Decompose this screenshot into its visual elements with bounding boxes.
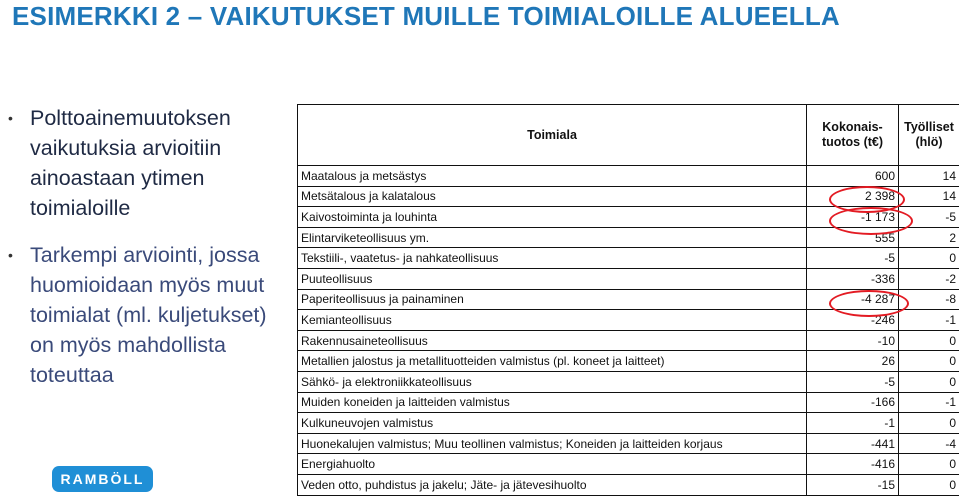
bullet-dot-icon: •	[8, 247, 13, 263]
cell-output: -4 287	[807, 289, 899, 310]
cell-employment: 0	[899, 248, 959, 269]
impact-table	[297, 104, 959, 496]
cell-industry: Metallien jalostus ja metallituotteiden valmistus (pl. koneet ja laitteet)	[298, 351, 807, 372]
bullet-text: Polttoainemuutoksen vaikutuksia arvioitiin ainoastaan ytimen toimialoille	[30, 106, 231, 220]
table-row	[298, 310, 959, 331]
cell-industry: Kulkuneuvojen valmistus	[298, 413, 807, 434]
cell-output: 2 398	[807, 186, 899, 207]
cell-employment: -1	[899, 392, 959, 413]
cell-industry: Kemianteollisuus	[298, 310, 807, 331]
table-row	[298, 227, 959, 248]
cell-output: -1 173	[807, 207, 899, 228]
table-row	[298, 433, 959, 454]
cell-employment: 2	[899, 227, 959, 248]
table-row	[298, 289, 959, 310]
table-row	[298, 207, 959, 228]
table-row	[298, 248, 959, 269]
ramboll-logo: RAMBÖLL	[52, 466, 153, 492]
header-output: Kokonais-tuotos (t€)	[807, 105, 899, 166]
cell-employment: 14	[899, 186, 959, 207]
table-row	[298, 166, 959, 187]
cell-output: -246	[807, 310, 899, 331]
table-row	[298, 392, 959, 413]
cell-employment: 0	[899, 454, 959, 475]
cell-industry: Metsätalous ja kalatalous	[298, 186, 807, 207]
cell-employment: 0	[899, 371, 959, 392]
cell-output: 26	[807, 351, 899, 372]
cell-industry: Muiden koneiden ja laitteiden valmistus	[298, 392, 807, 413]
cell-output: 555	[807, 227, 899, 248]
table-row	[298, 330, 959, 351]
cell-output: -1	[807, 413, 899, 434]
table-row	[298, 351, 959, 372]
cell-output: 600	[807, 166, 899, 187]
table-row	[298, 454, 959, 475]
table-row	[298, 186, 959, 207]
slide-title: ESIMERKKI 2 – VAIKUTUKSET MUILLE TOIMIALOILLE ALUEELLA	[12, 1, 840, 31]
cell-employment: -4	[899, 433, 959, 454]
cell-industry: Maatalous ja metsästys	[298, 166, 807, 187]
cell-employment: 0	[899, 330, 959, 351]
bullet-text: Tarkempi arviointi, jossa huomioidaan myös muut toimialat (ml. kuljetukset) on myös mahdollista toteuttaa	[30, 243, 267, 387]
cell-output: -416	[807, 454, 899, 475]
cell-industry: Veden otto, puhdistus ja jakelu; Jäte- ja jätevesihuolto	[298, 474, 807, 495]
table-row	[298, 413, 959, 434]
cell-employment: -1	[899, 310, 959, 331]
cell-industry: Huonekalujen valmistus; Muu teollinen valmistus; Koneiden ja laitteiden korjaus	[298, 433, 807, 454]
bullet-item	[8, 103, 270, 223]
cell-employment: 14	[899, 166, 959, 187]
cell-output: -10	[807, 330, 899, 351]
cell-industry: Sähkö- ja elektroniikkateollisuus	[298, 371, 807, 392]
table-row	[298, 474, 959, 495]
bullet-dot-icon: •	[8, 110, 13, 126]
table-header-row	[298, 105, 959, 166]
cell-employment: -5	[899, 207, 959, 228]
header-employment: Työlliset (hlö)	[899, 105, 959, 166]
bullet-item	[8, 240, 270, 390]
cell-industry: Elintarviketeollisuus ym.	[298, 227, 807, 248]
cell-employment: -8	[899, 289, 959, 310]
bullet-list	[8, 103, 270, 407]
cell-employment: 0	[899, 474, 959, 495]
table-row	[298, 371, 959, 392]
cell-employment: -2	[899, 268, 959, 289]
cell-industry: Tekstiili-, vaatetus- ja nahkateollisuus	[298, 248, 807, 269]
cell-industry: Puuteollisuus	[298, 268, 807, 289]
cell-industry: Kaivostoiminta ja louhinta	[298, 207, 807, 228]
cell-output: -441	[807, 433, 899, 454]
cell-output: -5	[807, 371, 899, 392]
cell-industry: Energiahuolto	[298, 454, 807, 475]
cell-industry: Paperiteollisuus ja painaminen	[298, 289, 807, 310]
cell-output: -166	[807, 392, 899, 413]
cell-output: -336	[807, 268, 899, 289]
header-industry: Toimiala	[298, 105, 807, 166]
cell-output: -5	[807, 248, 899, 269]
table-row	[298, 268, 959, 289]
cell-industry: Rakennusaineteollisuus	[298, 330, 807, 351]
cell-output: -15	[807, 474, 899, 495]
cell-employment: 0	[899, 413, 959, 434]
cell-employment: 0	[899, 351, 959, 372]
